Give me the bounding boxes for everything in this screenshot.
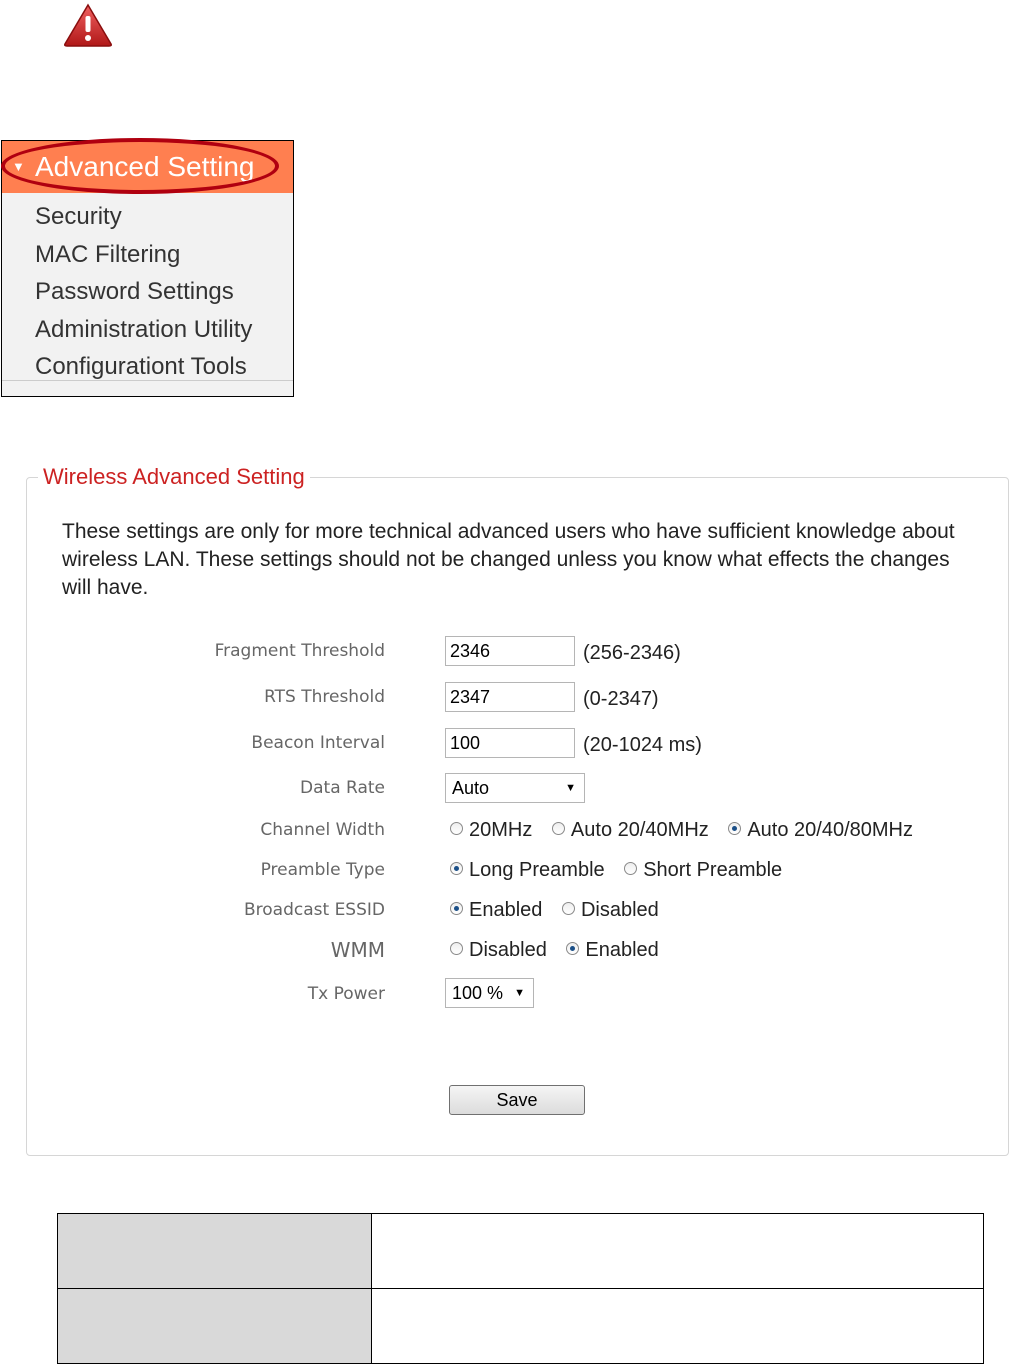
radio-label: Disabled xyxy=(580,899,659,921)
radio-label: 20MHz xyxy=(469,819,533,841)
preamble-type-options xyxy=(450,859,796,882)
broadcast-essid-option-disabled[interactable] xyxy=(562,899,659,922)
channel-width-options xyxy=(450,819,927,842)
fragment-threshold-row xyxy=(0,636,1029,668)
tx-power-row xyxy=(0,978,1029,1010)
radio-label: Enabled xyxy=(585,939,659,961)
radio-label: Enabled xyxy=(469,899,543,921)
menu-header-advanced-setting[interactable] xyxy=(2,141,293,193)
wmm-label: WMM xyxy=(330,938,385,962)
panel-title: Wireless Advanced Setting xyxy=(38,464,310,490)
wmm-row xyxy=(0,935,1029,967)
menu-divider xyxy=(2,380,293,381)
panel-intro-text: These settings are only for more technical advanced users who have sufficient knowledge about wireless LAN. These settings should not be changed unless you know what effects the changes will have. xyxy=(62,520,955,599)
menu-item-configuration-tools[interactable]: Configurationt Tools xyxy=(35,353,247,380)
radio-button-selected[interactable] xyxy=(728,822,741,835)
tx-power-select[interactable] xyxy=(445,978,534,1008)
advanced-setting-menu xyxy=(1,140,294,397)
highlight-oval xyxy=(1,138,279,194)
rts-threshold-row xyxy=(0,682,1029,714)
radio-button[interactable] xyxy=(450,822,463,835)
radio-button[interactable] xyxy=(624,862,637,875)
triangle-down-icon: ▼ xyxy=(12,159,25,174)
wmm-option-disabled[interactable] xyxy=(450,939,547,962)
beacon-interval-range: (20-1024 ms) xyxy=(583,734,702,756)
channel-width-option-20mhz[interactable] xyxy=(450,819,532,842)
radio-button-selected[interactable] xyxy=(450,862,463,875)
fragment-threshold-label: Fragment Threshold xyxy=(214,641,385,661)
fragment-threshold-range: (256-2346) xyxy=(583,642,681,664)
tx-power-label: Tx Power xyxy=(307,984,385,1004)
wmm-options xyxy=(450,939,673,962)
beacon-interval-row xyxy=(0,728,1029,760)
warning-icon xyxy=(62,2,114,48)
chevron-down-icon: ▼ xyxy=(565,782,576,794)
radio-label: Auto 20/40/80MHz xyxy=(747,819,913,841)
broadcast-essid-label: Broadcast ESSID xyxy=(243,900,385,920)
preamble-option-short[interactable] xyxy=(624,859,782,882)
table-header-cell xyxy=(58,1214,372,1289)
rts-threshold-range: (0-2347) xyxy=(583,688,659,710)
preamble-type-label: Preamble Type xyxy=(260,860,385,880)
radio-button-selected[interactable] xyxy=(450,902,463,915)
data-rate-value: Auto xyxy=(452,778,490,798)
radio-label: Disabled xyxy=(469,939,547,961)
chevron-down-icon: ▼ xyxy=(514,987,525,999)
broadcast-essid-options xyxy=(450,899,673,922)
data-rate-select[interactable] xyxy=(445,773,585,803)
menu-item-administration-utility[interactable]: Administration Utility xyxy=(35,315,253,343)
table-header-cell xyxy=(58,1289,372,1364)
broadcast-essid-row xyxy=(0,895,1029,927)
wmm-option-enabled[interactable] xyxy=(566,939,658,962)
beacon-interval-input[interactable]: 100 xyxy=(445,728,575,758)
radio-label: Long Preamble xyxy=(469,859,605,881)
table-value-cell xyxy=(372,1289,984,1364)
beacon-interval-label: Beacon Interval xyxy=(251,733,385,753)
data-rate-label: Data Rate xyxy=(300,778,385,798)
channel-width-option-auto-20-40[interactable] xyxy=(552,819,709,842)
preamble-type-row xyxy=(0,855,1029,887)
radio-label: Short Preamble xyxy=(643,859,783,881)
table-value-cell xyxy=(372,1214,984,1289)
menu-item-mac-filtering[interactable]: MAC Filtering xyxy=(35,240,181,268)
radio-button[interactable] xyxy=(562,902,575,915)
rts-threshold-input[interactable]: 2347 xyxy=(445,682,575,712)
description-table xyxy=(57,1213,984,1364)
channel-width-row xyxy=(0,815,1029,847)
table-row xyxy=(58,1289,984,1364)
preamble-option-long[interactable] xyxy=(450,859,605,882)
radio-label: Auto 20/40MHz xyxy=(570,819,709,841)
menu-header-label: Advanced Setting xyxy=(35,151,255,182)
channel-width-option-auto-20-40-80[interactable] xyxy=(728,819,913,842)
radio-button-selected[interactable] xyxy=(566,942,579,955)
table-row xyxy=(58,1214,984,1289)
rts-threshold-label: RTS Threshold xyxy=(264,687,385,707)
data-rate-row xyxy=(0,773,1029,805)
radio-button[interactable] xyxy=(552,822,565,835)
tx-power-value: 100 % xyxy=(452,983,504,1003)
broadcast-essid-option-enabled[interactable] xyxy=(450,899,542,922)
channel-width-label: Channel Width xyxy=(260,820,385,840)
fragment-threshold-input[interactable]: 2346 xyxy=(445,636,575,666)
save-button[interactable]: Save xyxy=(449,1085,585,1115)
menu-item-security[interactable]: Security xyxy=(35,203,122,230)
menu-item-password-settings[interactable]: Password Settings xyxy=(35,278,234,305)
radio-button[interactable] xyxy=(450,942,463,955)
